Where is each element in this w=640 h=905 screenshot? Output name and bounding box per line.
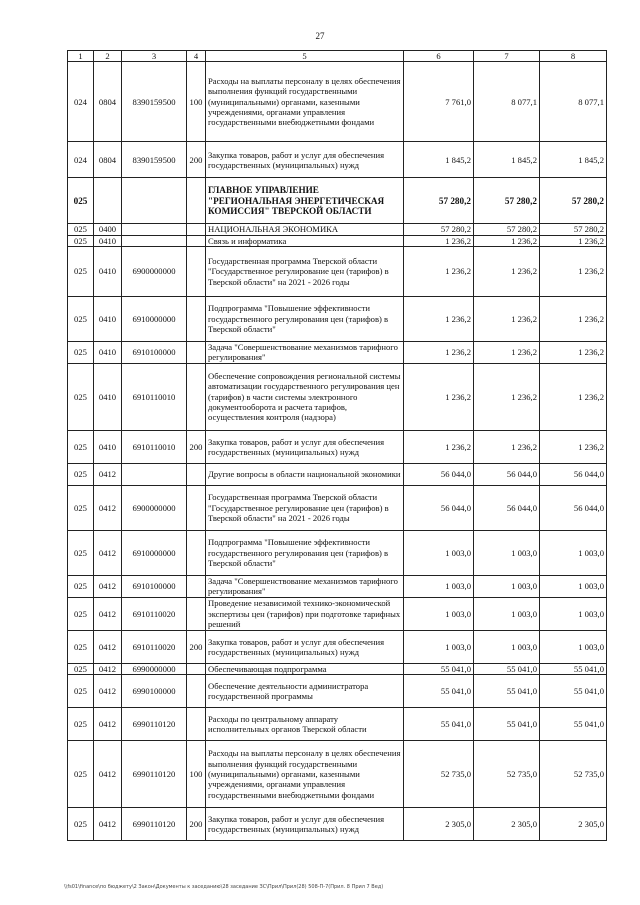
amount-2024-cell: 57 280,2: [404, 178, 474, 224]
target-article-cell: [122, 178, 187, 224]
description-cell: Обеспечение деятельности администратора государственной программы: [206, 675, 404, 708]
header-col-2: 2: [94, 51, 122, 62]
budget-table: [67, 50, 607, 841]
amount-2025-cell: 57 280,2: [474, 178, 540, 224]
header-col-5: 5: [206, 51, 404, 62]
target-article-cell: 6910100000: [122, 341, 187, 363]
target-article-cell: 8390159500: [122, 62, 187, 142]
table-row: [68, 62, 607, 142]
target-article-cell: 6910110020: [122, 597, 187, 630]
table-row: [68, 663, 607, 674]
section-code-cell: 0412: [94, 630, 122, 663]
section-code-cell: [94, 178, 122, 224]
table-body: [68, 62, 607, 841]
target-article-cell: 6990110120: [122, 808, 187, 841]
expense-type-cell: [187, 296, 206, 341]
amount-2024-cell: 7 761,0: [404, 62, 474, 142]
section-code-cell: 0804: [94, 62, 122, 142]
section-code-cell: 0412: [94, 575, 122, 597]
target-article-cell: 6910000000: [122, 530, 187, 575]
amount-2025-cell: 1 236,2: [474, 296, 540, 341]
expense-type-cell: [187, 663, 206, 674]
amount-2026-cell: 1 003,0: [540, 530, 607, 575]
amount-2026-cell: 1 236,2: [540, 246, 607, 296]
admin-code-cell: 025: [68, 341, 94, 363]
target-article-cell: 8390159500: [122, 142, 187, 178]
target-article-cell: [122, 235, 187, 246]
table-row: [68, 178, 607, 224]
description-cell: Закупка товаров, работ и услуг для обеспечения государственных (муниципальных) нужд: [206, 630, 404, 663]
admin-code-cell: 025: [68, 296, 94, 341]
section-code-cell: 0412: [94, 597, 122, 630]
amount-2024-cell: 1 236,2: [404, 363, 474, 430]
amount-2026-cell: 56 044,0: [540, 485, 607, 530]
amount-2024-cell: 57 280,2: [404, 224, 474, 235]
amount-2026-cell: 1 003,0: [540, 630, 607, 663]
section-code-cell: 0412: [94, 675, 122, 708]
amount-2024-cell: 55 041,0: [404, 675, 474, 708]
expense-type-cell: [187, 675, 206, 708]
amount-2026-cell: 57 280,2: [540, 178, 607, 224]
expense-type-cell: [187, 224, 206, 235]
description-cell: Закупка товаров, работ и услуг для обеспечения государственных (муниципальных) нужд: [206, 808, 404, 841]
amount-2025-cell: 55 041,0: [474, 663, 540, 674]
expense-type-cell: [187, 178, 206, 224]
expense-type-cell: 200: [187, 430, 206, 463]
description-cell: Расходы на выплаты персоналу в целях обеспечения выполнения функций государственными (муниципальными) органами, казенными учреждениями, органами управления государственными внебюджетными фондами: [206, 741, 404, 808]
amount-2024-cell: 1 236,2: [404, 235, 474, 246]
target-article-cell: [122, 463, 187, 485]
amount-2026-cell: 1 236,2: [540, 235, 607, 246]
amount-2026-cell: 1 236,2: [540, 363, 607, 430]
table-row: [68, 741, 607, 808]
admin-code-cell: 025: [68, 246, 94, 296]
amount-2025-cell: 1 236,2: [474, 235, 540, 246]
section-code-cell: 0410: [94, 363, 122, 430]
expense-type-cell: [187, 246, 206, 296]
table-row: [68, 363, 607, 430]
admin-code-cell: 025: [68, 630, 94, 663]
table-row: [68, 530, 607, 575]
expense-type-cell: 100: [187, 741, 206, 808]
amount-2024-cell: 1 003,0: [404, 630, 474, 663]
expense-type-cell: [187, 597, 206, 630]
table-row: [68, 575, 607, 597]
amount-2025-cell: 55 041,0: [474, 675, 540, 708]
description-cell: Связь и информатика: [206, 235, 404, 246]
amount-2025-cell: 52 735,0: [474, 741, 540, 808]
admin-code-cell: 025: [68, 224, 94, 235]
amount-2025-cell: 1 845,2: [474, 142, 540, 178]
target-article-cell: 6900000000: [122, 485, 187, 530]
expense-type-cell: 200: [187, 808, 206, 841]
admin-code-cell: 025: [68, 430, 94, 463]
admin-code-cell: 025: [68, 485, 94, 530]
section-code-cell: 0412: [94, 663, 122, 674]
amount-2026-cell: 8 077,1: [540, 62, 607, 142]
description-cell: Проведение независимой технико-экономической экспертизы цен (тарифов) при подготовке тарифных решений: [206, 597, 404, 630]
amount-2024-cell: 1 236,2: [404, 296, 474, 341]
section-code-cell: 0804: [94, 142, 122, 178]
target-article-cell: 6910110010: [122, 363, 187, 430]
amount-2024-cell: 56 044,0: [404, 463, 474, 485]
page-number: 27: [315, 31, 325, 41]
amount-2026-cell: 1 236,2: [540, 430, 607, 463]
amount-2024-cell: 2 305,0: [404, 808, 474, 841]
amount-2025-cell: 1 236,2: [474, 246, 540, 296]
expense-type-cell: [187, 363, 206, 430]
expense-type-cell: [187, 575, 206, 597]
table-row: [68, 224, 607, 235]
admin-code-cell: 025: [68, 675, 94, 708]
section-code-cell: 0412: [94, 808, 122, 841]
amount-2026-cell: 55 041,0: [540, 663, 607, 674]
header-col-1: 1: [68, 51, 94, 62]
amount-2024-cell: 56 044,0: [404, 485, 474, 530]
expense-type-cell: [187, 235, 206, 246]
expense-type-cell: 200: [187, 630, 206, 663]
table-row: [68, 142, 607, 178]
description-cell: ГЛАВНОЕ УПРАВЛЕНИЕ "РЕГИОНАЛЬНАЯ ЭНЕРГЕТИЧЕСКАЯ КОМИССИЯ" ТВЕРСКОЙ ОБЛАСТИ: [206, 178, 404, 224]
amount-2026-cell: 55 041,0: [540, 708, 607, 741]
amount-2025-cell: 2 305,0: [474, 808, 540, 841]
admin-code-cell: 025: [68, 530, 94, 575]
admin-code-cell: 025: [68, 708, 94, 741]
amount-2025-cell: 56 044,0: [474, 485, 540, 530]
admin-code-cell: 025: [68, 235, 94, 246]
amount-2024-cell: 55 041,0: [404, 663, 474, 674]
table-row: [68, 246, 607, 296]
table-row: [68, 430, 607, 463]
amount-2025-cell: 1 236,2: [474, 341, 540, 363]
expense-type-cell: 200: [187, 142, 206, 178]
section-code-cell: 0410: [94, 235, 122, 246]
table-row: [68, 597, 607, 630]
header-col-6: 6: [404, 51, 474, 62]
target-article-cell: 6910100000: [122, 575, 187, 597]
description-cell: Расходы на выплаты персоналу в целях обеспечения выполнения функций государственными (муниципальными) органами, казенными учреждениями, органами управления государственными внебюджетными фондами: [206, 62, 404, 142]
amount-2026-cell: 56 044,0: [540, 463, 607, 485]
amount-2024-cell: 1 236,2: [404, 430, 474, 463]
amount-2026-cell: 55 041,0: [540, 675, 607, 708]
target-article-cell: [122, 224, 187, 235]
admin-code-cell: 025: [68, 575, 94, 597]
description-cell: Государственная программа Тверской области "Государственное регулирование цен (тарифов) в Тверской области" на 2021 - 2026 годы: [206, 246, 404, 296]
table-row: [68, 708, 607, 741]
expense-type-cell: [187, 485, 206, 530]
description-cell: Задача "Совершенствование механизмов тарифного регулирования": [206, 575, 404, 597]
section-code-cell: 0412: [94, 530, 122, 575]
expense-type-cell: 100: [187, 62, 206, 142]
file-path-footer: \\fs01\finance\по бюджету\2 Закон\Документы к заседанию\28 заседание ЗС\Прил\Прил(28) 508-П-7(Прил. 8 Прил 7 Вед): [64, 884, 384, 890]
amount-2026-cell: 52 735,0: [540, 741, 607, 808]
description-cell: Обеспечивающая подпрограмма: [206, 663, 404, 674]
admin-code-cell: 024: [68, 62, 94, 142]
amount-2026-cell: 57 280,2: [540, 224, 607, 235]
description-cell: Государственная программа Тверской области "Государственное регулирование цен (тарифов) в Тверской области" на 2021 - 2026 годы: [206, 485, 404, 530]
amount-2026-cell: 1 236,2: [540, 341, 607, 363]
admin-code-cell: 024: [68, 142, 94, 178]
description-cell: Подпрограмма "Повышение эффективности государственного регулирования цен (тарифов) в Тверской области": [206, 530, 404, 575]
section-code-cell: 0400: [94, 224, 122, 235]
admin-code-cell: 025: [68, 741, 94, 808]
section-code-cell: 0412: [94, 485, 122, 530]
target-article-cell: 6990100000: [122, 675, 187, 708]
amount-2025-cell: 1 003,0: [474, 530, 540, 575]
amount-2025-cell: 1 236,2: [474, 430, 540, 463]
amount-2025-cell: 1 003,0: [474, 630, 540, 663]
table-row: [68, 463, 607, 485]
amount-2025-cell: 57 280,2: [474, 224, 540, 235]
amount-2024-cell: 1 236,2: [404, 341, 474, 363]
table-row: [68, 341, 607, 363]
amount-2025-cell: 1 003,0: [474, 575, 540, 597]
expense-type-cell: [187, 530, 206, 575]
amount-2024-cell: 52 735,0: [404, 741, 474, 808]
section-code-cell: 0410: [94, 430, 122, 463]
amount-2025-cell: 8 077,1: [474, 62, 540, 142]
description-cell: Закупка товаров, работ и услуг для обеспечения государственных (муниципальных) нужд: [206, 142, 404, 178]
header-col-3: 3: [122, 51, 187, 62]
amount-2024-cell: 1 003,0: [404, 530, 474, 575]
description-cell: Обеспечение сопровождения региональной системы автоматизации государственного регулирования цен (тарифов) в части системы электронного документооборота и расчета тарифов, осуществления контроля (надзора): [206, 363, 404, 430]
header-col-7: 7: [474, 51, 540, 62]
amount-2024-cell: 1 845,2: [404, 142, 474, 178]
amount-2024-cell: 1 003,0: [404, 575, 474, 597]
section-code-cell: 0412: [94, 741, 122, 808]
description-cell: Другие вопросы в области национальной экономики: [206, 463, 404, 485]
amount-2026-cell: 1 236,2: [540, 296, 607, 341]
table-header-row: [68, 51, 607, 62]
expense-type-cell: [187, 708, 206, 741]
table-row: [68, 485, 607, 530]
amount-2024-cell: 1 236,2: [404, 246, 474, 296]
section-code-cell: 0412: [94, 463, 122, 485]
target-article-cell: 6990000000: [122, 663, 187, 674]
amount-2026-cell: 2 305,0: [540, 808, 607, 841]
admin-code-cell: 025: [68, 363, 94, 430]
table-row: [68, 630, 607, 663]
admin-code-cell: 025: [68, 808, 94, 841]
header-col-8: 8: [540, 51, 607, 62]
amount-2024-cell: 1 003,0: [404, 597, 474, 630]
admin-code-cell: 025: [68, 663, 94, 674]
header-col-4: 4: [187, 51, 206, 62]
target-article-cell: 6910000000: [122, 296, 187, 341]
target-article-cell: 6910110020: [122, 630, 187, 663]
amount-2025-cell: 55 041,0: [474, 708, 540, 741]
table-row: [68, 675, 607, 708]
table-row: [68, 235, 607, 246]
description-cell: Подпрограмма "Повышение эффективности государственного регулирования цен (тарифов) в Тверской области": [206, 296, 404, 341]
admin-code-cell: 025: [68, 597, 94, 630]
amount-2024-cell: 55 041,0: [404, 708, 474, 741]
target-article-cell: 6990110120: [122, 741, 187, 808]
target-article-cell: 6910110010: [122, 430, 187, 463]
target-article-cell: 6990110120: [122, 708, 187, 741]
table-row: [68, 296, 607, 341]
expense-type-cell: [187, 341, 206, 363]
section-code-cell: 0410: [94, 246, 122, 296]
description-cell: Закупка товаров, работ и услуг для обеспечения государственных (муниципальных) нужд: [206, 430, 404, 463]
section-code-cell: 0410: [94, 341, 122, 363]
target-article-cell: 6900000000: [122, 246, 187, 296]
table-row: [68, 808, 607, 841]
expense-type-cell: [187, 463, 206, 485]
description-cell: Задача "Совершенствование механизмов тарифного регулирования": [206, 341, 404, 363]
amount-2025-cell: 56 044,0: [474, 463, 540, 485]
description-cell: НАЦИОНАЛЬНАЯ ЭКОНОМИКА: [206, 224, 404, 235]
amount-2026-cell: 1 003,0: [540, 575, 607, 597]
admin-code-cell: 025: [68, 178, 94, 224]
section-code-cell: 0412: [94, 708, 122, 741]
amount-2025-cell: 1 003,0: [474, 597, 540, 630]
amount-2025-cell: 1 236,2: [474, 363, 540, 430]
section-code-cell: 0410: [94, 296, 122, 341]
description-cell: Расходы по центральному аппарату исполнительных органов Тверской области: [206, 708, 404, 741]
amount-2026-cell: 1 845,2: [540, 142, 607, 178]
amount-2026-cell: 1 003,0: [540, 597, 607, 630]
admin-code-cell: 025: [68, 463, 94, 485]
